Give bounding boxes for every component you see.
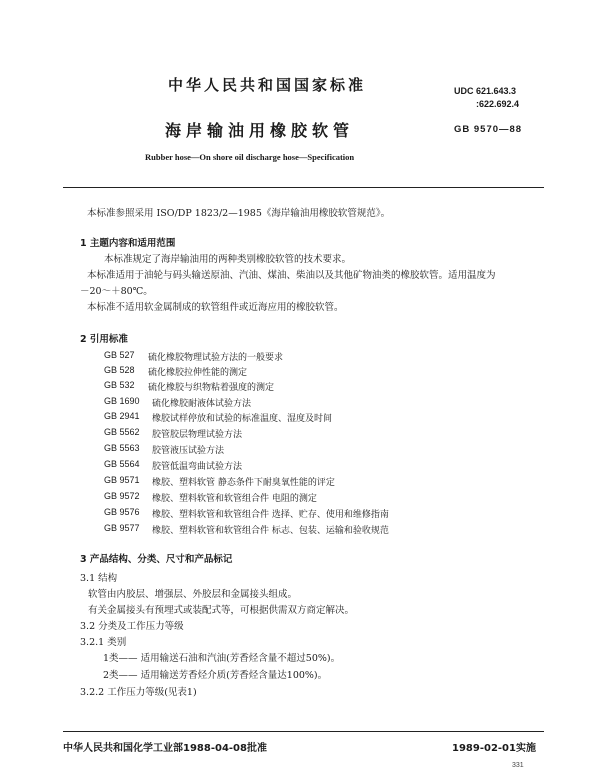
national-standard-heading: 中华人民共和国国家标准	[168, 76, 367, 94]
ref-code: GB 9572	[104, 491, 140, 501]
ref-name: 硫化橡胶拉伸性能的测定	[148, 368, 248, 378]
ref-code: GB 5564	[104, 459, 140, 469]
subsection-3-2: 3.2 分类及工作压力等级	[80, 621, 184, 632]
ref-code: GB 9571	[104, 475, 140, 485]
ref-name: 橡胶、塑料软管和软管组合件 标志、包装、运输和验收规范	[152, 526, 389, 536]
english-title: Rubber hose—On shore oil discharge hose—Specification	[145, 152, 355, 162]
footer-divider	[63, 731, 544, 732]
gb-number: GB 9570—88	[454, 124, 523, 135]
ref-code: GB 527	[104, 350, 135, 360]
ref-name: 胶管液压试验方法	[152, 446, 225, 456]
type2-description: 2类—— 适用输送芳香烃介质(芳香烃含量达100%)。	[103, 670, 328, 681]
ref-name: 橡胶、塑料软管和软管组合件 电阻的测定	[152, 494, 317, 504]
ref-name: 胶管胶层物理试验方法	[152, 430, 243, 440]
ref-code: GB 5563	[104, 443, 140, 453]
subsection-3-2-1: 3.2.1 类别	[80, 637, 127, 648]
intro-paragraph: 本标准参照采用 ISO/DP 1823/2—1985《海岸输油用橡胶软管规范》。	[87, 208, 391, 219]
section1-heading: 1 主题内容和适用范围	[80, 238, 176, 249]
subsection-3-2-2: 3.2.2 工作压力等级(见表1)	[80, 687, 197, 698]
ref-code: GB 1690	[104, 396, 140, 406]
section1-paragraph3: 本标准不适用软金属制成的软管组件或近海应用的橡胶软管。	[87, 302, 344, 313]
ref-name: 胶管低温弯曲试验方法	[152, 462, 243, 472]
header-divider	[63, 187, 544, 188]
standard-title: 海岸输油用橡胶软管	[165, 121, 355, 140]
ref-code: GB 2941	[104, 411, 140, 421]
ref-name: 硫化橡胶物理试验方法的一般要求	[148, 353, 284, 363]
section1-paragraph2-cont: －20～＋80℃。	[80, 286, 153, 297]
ref-code: GB 9577	[104, 523, 140, 533]
ref-name: 硫化橡胶与织物粘着强度的测定	[148, 383, 275, 393]
ref-code: GB 5562	[104, 427, 140, 437]
section3-heading: 3 产品结构、分类、尺寸和产品标记	[80, 554, 233, 565]
ref-name: 橡胶试样停放和试验的标准温度、湿度及时间	[152, 414, 333, 424]
ref-code: GB 9576	[104, 507, 140, 517]
udc-code-line2: :622.692.4	[476, 99, 520, 109]
page-number: 331	[512, 762, 524, 769]
udc-code-line1: UDC 621.643.3	[454, 86, 517, 96]
section1-paragraph1: 本标准规定了海岸输油用的两种类别橡胶软管的技术要求。	[104, 254, 352, 265]
section2-heading: 2 引用标准	[80, 334, 128, 345]
ref-code: GB 532	[104, 380, 135, 390]
ref-name: 橡胶、塑料软管 静态条件下耐臭氧性能的评定	[152, 478, 335, 488]
approval-notice: 中华人民共和国化学工业部1988-04-08批准	[63, 743, 267, 754]
ref-name: 硫化橡胶耐液体试验方法	[152, 399, 252, 409]
subsection-3-1: 3.1 结构	[80, 573, 118, 584]
ref-name: 橡胶、塑料软管和软管组合件 选择、贮存、使用和维修指南	[152, 510, 389, 520]
structure-paragraph2: 有关金属接头有预埋式或装配式等，可根据供需双方商定解决。	[88, 605, 355, 616]
type1-description: 1类—— 适用输送石油和汽油(芳香烃含量不超过50%)。	[103, 653, 341, 664]
section1-paragraph2: 本标准适用于油轮与码头输送原油、汽油、煤油、柴油以及其他矿物油类的橡胶软管。适用温度为	[87, 270, 496, 281]
effective-date: 1989-02-01实施	[452, 743, 536, 754]
structure-paragraph1: 软管由内胶层、增强层、外胶层和金属接头组成。	[88, 589, 298, 600]
ref-code: GB 528	[104, 365, 135, 375]
